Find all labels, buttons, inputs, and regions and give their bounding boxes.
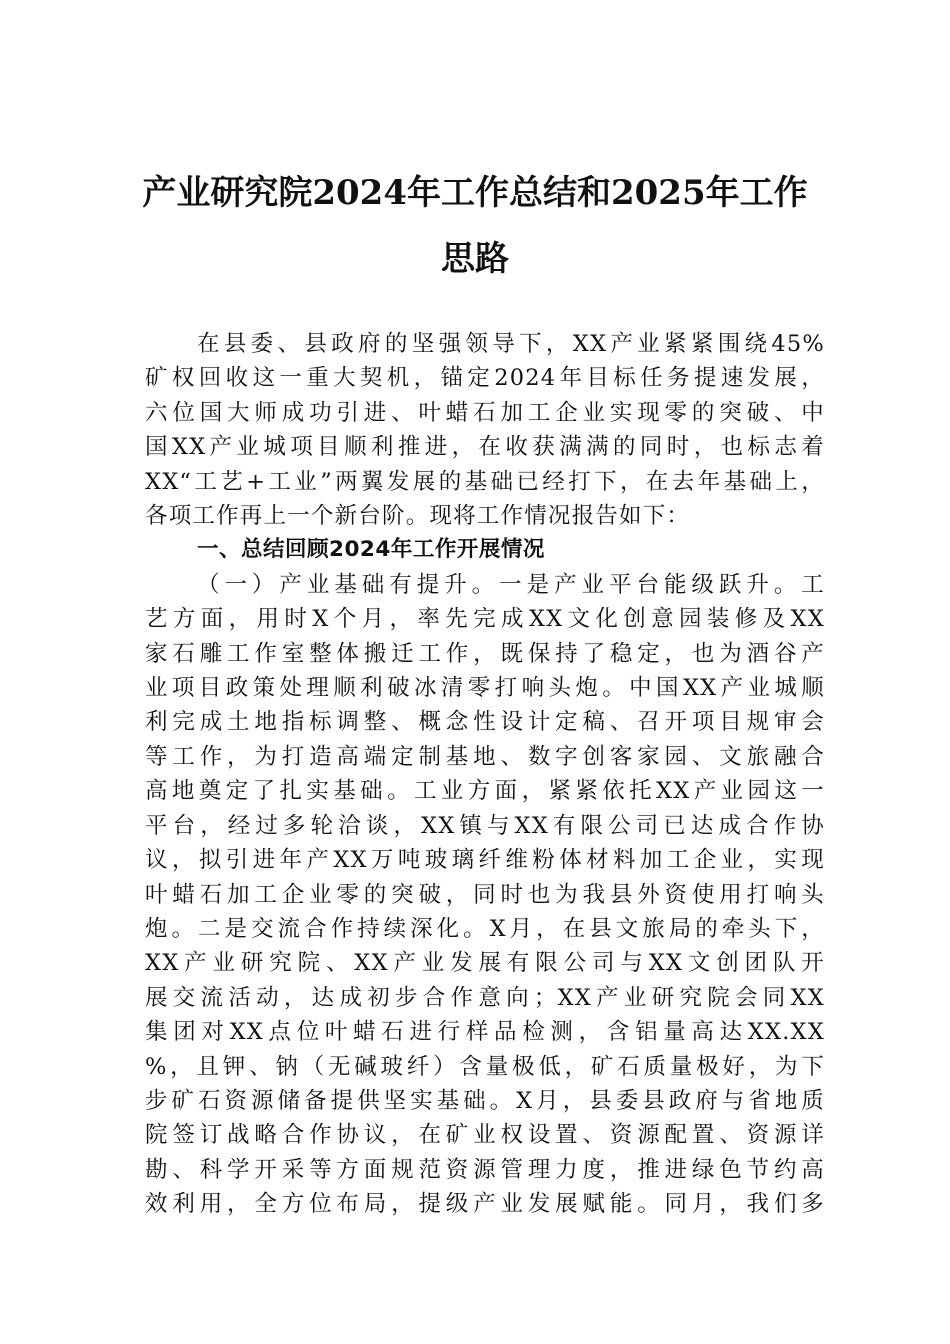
intro-line-2: 矿权回收这一重大契机，锚定2024年目标任务提速发展，: [145, 365, 825, 392]
section-line-15: %，且钾、钠（无碱玻纤）含量极低，矿石质量极好，为下: [145, 1053, 825, 1080]
document-title: [130, 160, 820, 292]
section-paragraph: [145, 568, 825, 1222]
section-line-9: 议，拟引进年产XX万吨玻璃纤维粉体材料加工企业，实现: [145, 847, 825, 874]
section-line-18: 勘、科学开采等方面规范资源管理力度，推进绿色节约高: [145, 1156, 825, 1183]
intro-line-1: 在县委、县政府的坚强领导下，XX产业紧紧围绕45%: [197, 331, 825, 357]
section-line-6: 等工作，为打造高端定制基地、数字创客家园、文旅融合: [145, 743, 825, 770]
section-line-11: 炮。二是交流合作持续深化。X月，在县文旅局的牵头下，: [145, 915, 825, 942]
section-line-19: 效利用，全方位布局，提级产业发展赋能。同月，我们多: [145, 1191, 825, 1218]
section-line-17: 院签订战略合作协议，在矿业权设置、资源配置、资源详: [145, 1122, 825, 1149]
section-line-4: 业项目政策处理顺利破冰清零打响头炮。中国XX产业城顺: [145, 675, 825, 702]
title-line-1: 产业研究院2024年工作总结和2025年工作: [142, 173, 808, 213]
section-line-1: （一）产业基础有提升。一是产业平台能级跃升。工: [197, 571, 825, 598]
section-line-13: 展交流活动，达成初步合作意向；XX产业研究院会同XX: [145, 984, 825, 1011]
section-line-10: 叶蜡石加工企业零的突破，同时也为我县外资使用打响头: [145, 881, 825, 908]
section-line-5: 利完成土地指标调整、概念性设计定稿、召开项目规审会: [145, 709, 825, 736]
intro-paragraph: [145, 327, 825, 533]
intro-line-6: 各项工作再上一个新台阶。现将工作情况报告如下：: [145, 503, 691, 530]
section-line-2: 艺方面，用时X个月，率先完成XX文化创意园装修及XX: [145, 606, 825, 633]
intro-line-5: XX“工艺+工业”两翼发展的基础已经打下，在去年基础上，: [145, 468, 825, 495]
intro-line-3: 六位国大师成功引进、叶蜡石加工企业实现零的突破、中: [145, 399, 825, 426]
section-line-7: 高地奠定了扎实基础。工业方面，紧紧依托XX产业园这一: [145, 778, 825, 805]
title-line-2: 思路: [441, 239, 509, 279]
section-line-14: 集团对XX点位叶蜡石进行样品检测，含铝量高达XX.XX: [145, 1019, 825, 1046]
intro-line-4: 国XX产业城项目顺利推进，在收获满满的同时，也标志着: [145, 434, 825, 461]
section-line-8: 平台，经过多轮洽谈，XX镇与XX有限公司已达成合作协: [145, 812, 825, 839]
section-line-16: 步矿石资源储备提供坚实基础。X月，县委县政府与省地质: [145, 1087, 825, 1114]
document-body: [145, 327, 825, 1222]
section-heading: 一、总结回顾2024年工作开展情况: [197, 537, 545, 563]
section-line-3: 家石雕工作室整体搬迁工作，既保持了稳定，也为酒谷产: [145, 640, 825, 667]
section-line-12: XX产业研究院、XX产业发展有限公司与XX文创团队开: [145, 950, 825, 977]
